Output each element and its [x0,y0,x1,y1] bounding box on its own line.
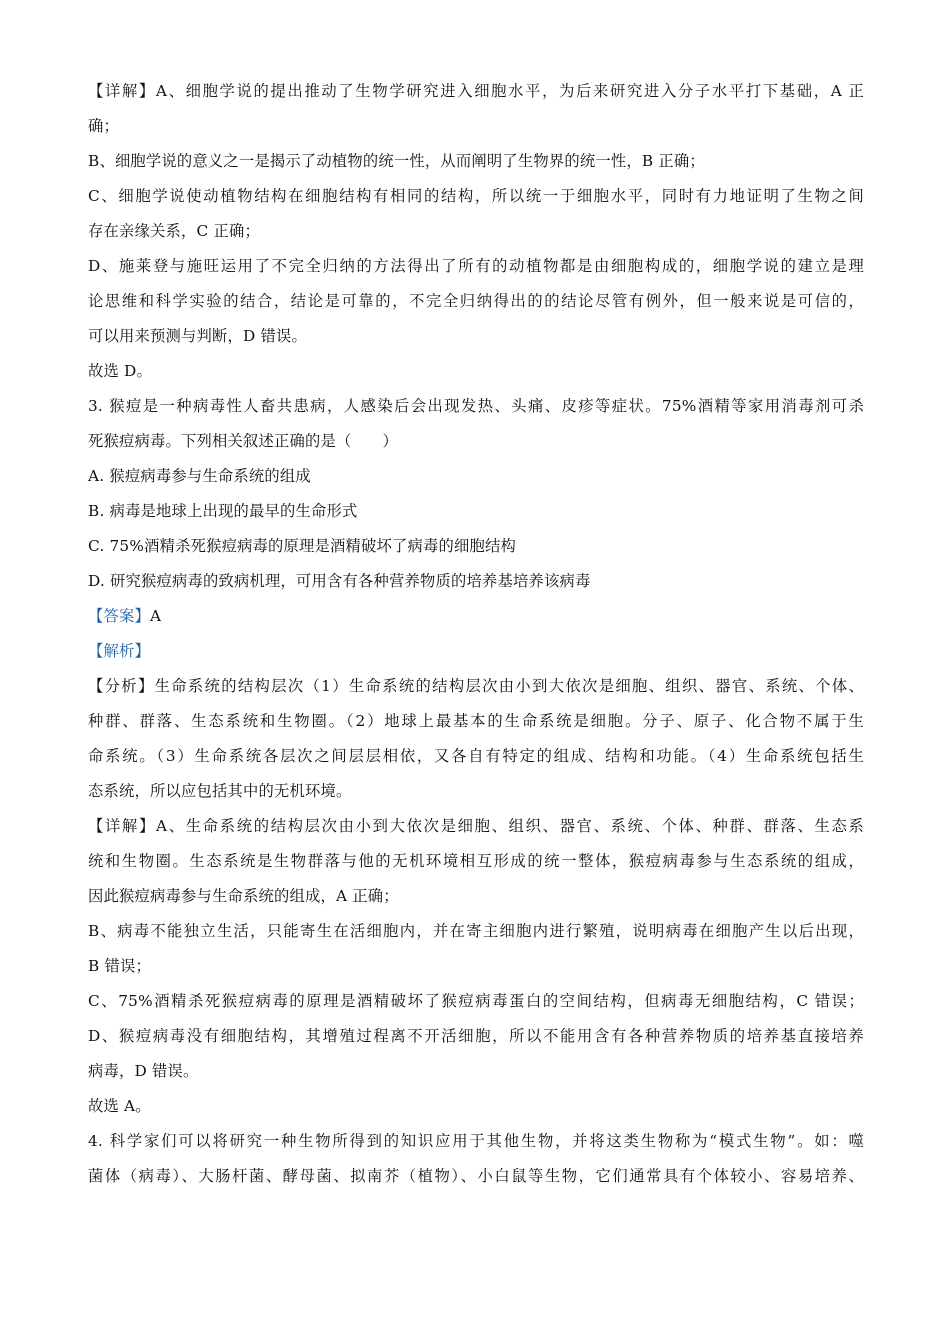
answer-value: A [150,607,162,625]
detail-tag: 【详解】 [88,817,156,835]
q3-analysis-tag: 【解析】 [88,642,150,660]
document-page [88,74,864,1194]
prev-detail-line-3: B、细胞学说的意义之一是揭示了动植物的统一性，从而阐明了生物界的统一性，B 正确； [88,152,705,170]
detail-tag: 【详解】 [88,82,156,100]
q3-option-b: B. 病毒是地球上出现的最早的生命形式 [88,502,358,520]
prev-detail-line-4: C、细胞学说使动植物结构在细胞结构有相同的结构，所以统一于细胞水平，同时有力地证明了生物之间 [88,187,864,205]
q3-detail-line-4: B、病毒不能独立生活，只能寄生在活细胞内，并在寄主细胞内进行繁殖，说明病毒在细胞产生以后出现， [88,922,864,940]
q3-detail-line-8: 病毒，D 错误。 [88,1062,199,1080]
q3-analysis-line-3: 命系统。（3）生命系统各层次之间层层相依，又各自有特定的组成、结构和功能。（4）生命系统包括生 [88,747,864,765]
q3-detail-line-7: D、猴痘病毒没有细胞结构，其增殖过程离不开活细胞，所以不能用含有各种营养物质的培养基直接培养 [88,1027,864,1045]
q3-stem-line-1: 3. 猴痘是一种病毒性人畜共患病，人感染后会出现发热、头痛、皮疹等症状。75%酒精等家用消毒剂可杀 [88,397,864,415]
q3-detail-conclusion: 故选 A。 [88,1097,151,1115]
answer-tag: 【答案】 [88,607,150,625]
q3-stem-line-2: 死猴痘病毒。下列相关叙述正确的是（ ） [88,432,398,450]
q4-stem-line-2: 菌体（病毒）、大肠杆菌、酵母菌、拟南芥（植物）、小白鼠等生物，它们通常具有个体较小、容易培养、 [88,1167,864,1185]
q3-detail-line-5: B 错误； [88,957,151,975]
q3-analysis-line-1: 【分析】生命系统的结构层次（1）生命系统的结构层次由小到大依次是细胞、组织、器官、系统、个体、 [88,677,864,695]
prev-detail-line-5: 存在亲缘关系，C 正确； [88,222,260,240]
q3-analysis-line-4: 态系统，所以应包括其中的无机环境。 [88,782,352,800]
prev-detail-line-6: D、施莱登与施旺运用了不完全归纳的方法得出了所有的动植物都是由细胞构成的，细胞学说的建立是理 [88,257,864,275]
q4-stem-line-1: 4. 科学家们可以将研究一种生物所得到的知识应用于其他生物，并将这类生物称为“模式生物”。如：噬 [88,1132,864,1150]
analysis-tag: 【分析】 [88,677,155,695]
q3-option-d: D. 研究猴痘病毒的致病机理，可用含有各种营养物质的培养基培养该病毒 [88,572,591,590]
q3-detail-line-1: 【详解】A、生命系统的结构层次由小到大依次是细胞、组织、器官、系统、个体、种群、群落、生态系 [88,817,864,835]
prev-detail-line-8: 可以用来预测与判断，D 错误。 [88,327,307,345]
prev-detail-conclusion: 故选 D。 [88,362,153,380]
prev-detail-line-7: 论思维和科学实验的结合，结论是可靠的，不完全归纳得出的的结论尽管有例外，但一般来说是可信的， [88,292,864,310]
q3-analysis-line-2: 种群、群落、生态系统和生物圈。（2）地球上最基本的生命系统是细胞。分子、原子、化合物不属于生 [88,712,864,730]
q3-answer [88,599,864,634]
q3-option-a: A. 猴痘病毒参与生命系统的组成 [88,467,311,485]
q3-detail-line-6: C、75%酒精杀死猴痘病毒的原理是酒精破坏了猴痘病毒蛋白的空间结构，但病毒无细胞结构，C 错误； [88,992,864,1010]
q3-detail-line-2: 统和生物圈。生态系统是生物群落与他的无机环境相互形成的统一整体，猴痘病毒参与生态系统的组成， [88,852,864,870]
prev-detail-line-2: 确； [88,117,119,135]
prev-detail-line-1: 【详解】A、细胞学说的提出推动了生物学研究进入细胞水平，为后来研究进入分子水平打下基础，A 正 [88,82,864,100]
q3-detail-line-3: 因此猴痘病毒参与生命系统的组成，A 正确； [88,887,399,905]
q3-option-c: C. 75%酒精杀死猴痘病毒的原理是酒精破坏了病毒的细胞结构 [88,537,517,555]
